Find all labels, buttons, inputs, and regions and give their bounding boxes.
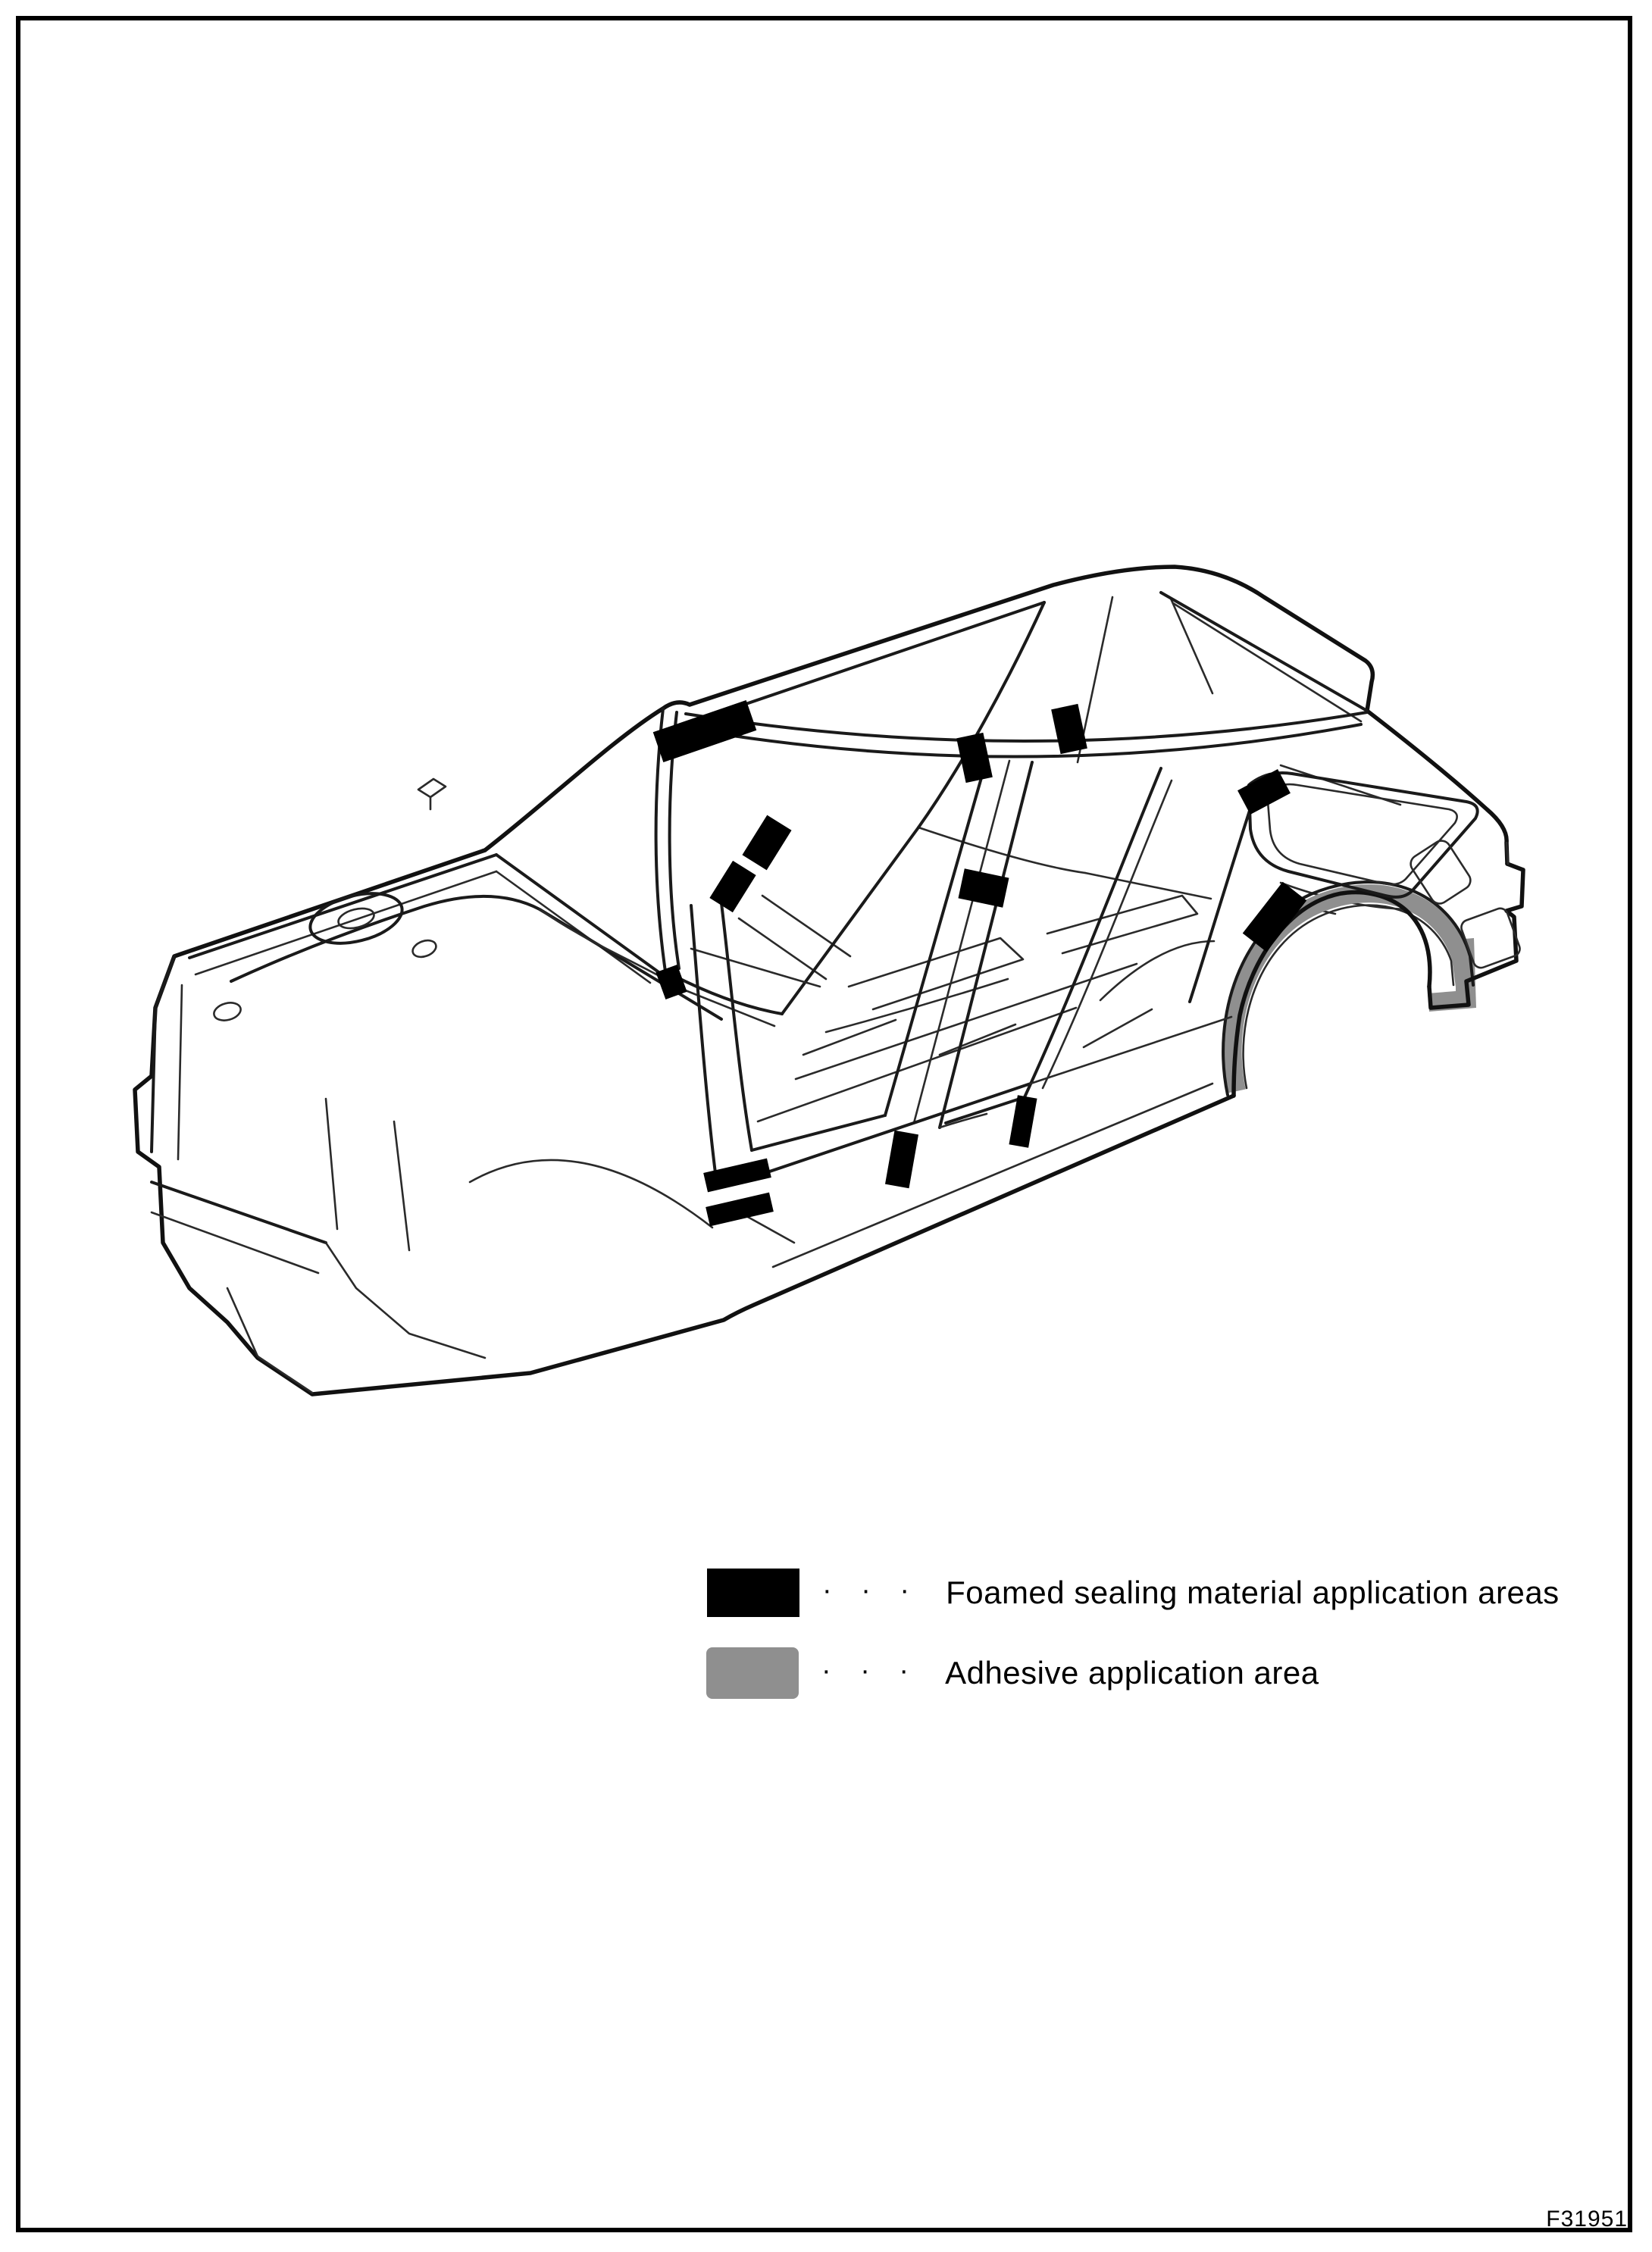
legend-item-adhesive bbox=[706, 1647, 1319, 1699]
legend-separator: · · · bbox=[822, 1574, 921, 1606]
foam-patch-roof-rail-rear bbox=[1051, 704, 1087, 754]
foam-patch-b-pillar bbox=[958, 868, 1009, 908]
foam-patch-hinge-pillar-lower-stripe bbox=[706, 1193, 774, 1227]
foam-patch-a-pillar-lower bbox=[709, 861, 756, 912]
b-pillar bbox=[914, 761, 1032, 1128]
legend-item-foam bbox=[707, 1569, 1560, 1617]
windshield-opening bbox=[656, 602, 1044, 1026]
legend-label-adhesive: Adhesive application area bbox=[945, 1655, 1319, 1691]
figure-number: F31951 bbox=[1546, 2207, 1628, 2232]
legend-label-foam: Foamed sealing material application areas bbox=[946, 1575, 1560, 1610]
foam-swatch bbox=[707, 1569, 799, 1617]
foam-patch-rocker-rear bbox=[1009, 1095, 1037, 1148]
legend-separator: · · · bbox=[821, 1654, 920, 1687]
adhesive-swatch bbox=[706, 1647, 799, 1699]
rocker-panel bbox=[743, 1017, 1231, 1267]
foam-patch-a-pillar-upper bbox=[742, 815, 791, 871]
foam-patch-roof-front bbox=[653, 700, 757, 762]
foam-patch-rocker-mid bbox=[885, 1131, 918, 1188]
engine-bay bbox=[152, 779, 721, 1393]
